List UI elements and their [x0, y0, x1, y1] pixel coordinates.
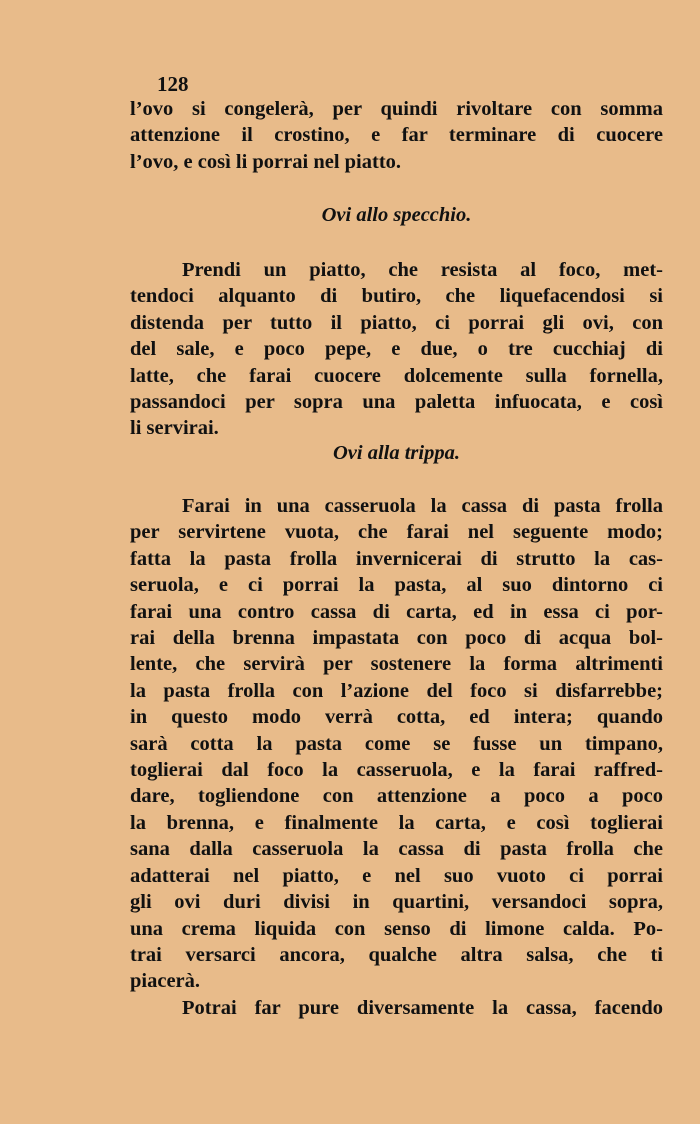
text-line: l’ovo, e così li porrai nel piatto. — [130, 150, 402, 173]
text-line: la pasta frolla con l’azione del foco si disfarrebbe; — [130, 679, 663, 702]
section-heading-ovi-allo-specchio — [130, 202, 663, 228]
text-line: li servirai. — [130, 417, 219, 440]
text-line: Potrai far pure diversamente la cassa, facendo — [182, 996, 663, 1019]
text-line: una crema liquida con senso di limone calda. Po- — [130, 917, 663, 940]
text-line: latte, che farai cuocere dolcemente sulla fornella, — [130, 364, 663, 387]
page-number: 128 — [157, 72, 189, 96]
text-line: lente, che servirà per sostenere la forma altrimenti — [130, 653, 663, 676]
text-line: l’ovo si congelerà, per quindi rivoltare con somma — [130, 98, 663, 120]
text-line: Prendi un piatto, che resista al foco, met- — [182, 259, 663, 281]
text-line: farai una contro cassa di carta, ed in essa ci por- — [130, 600, 663, 623]
text-line: distenda per tutto il piatto, ci porrai gli ovi, con — [130, 311, 663, 334]
text-line: gli ovi duri divisi in quartini, versandoci sopra, — [130, 891, 663, 914]
text-line: del sale, e poco pepe, e due, o tre cucchiaj di — [130, 338, 663, 361]
text-line: seruola, e ci porrai la pasta, al suo dintorno ci — [130, 574, 663, 597]
text-line: trai versarci ancora, qualche altra salsa, che ti — [130, 943, 663, 966]
text-line: in questo modo verrà cotta, ed intera; quando — [130, 706, 663, 729]
text-line: la brenna, e finalmente la carta, e così toglierai — [130, 811, 663, 834]
text-line: attenzione il crostino, e far terminare di cuocere — [130, 124, 663, 147]
text-line: piacerà. — [130, 970, 201, 993]
text-line: passandoci per sopra una paletta infuocata, e così — [130, 391, 663, 414]
text-line: toglierai dal foco la casseruola, e la farai raffred- — [130, 759, 663, 782]
text-line: rai della brenna impastata con poco di acqua bol- — [130, 627, 663, 650]
text-line: fatta la pasta frolla invernicerai di strutto la cas- — [130, 547, 663, 570]
text-line: sarà cotta la pasta come se fusse un timpano, — [130, 732, 663, 755]
text-line: dare, togliendone con attenzione a poco a poco — [130, 785, 663, 808]
section-title: Ovi alla trippa. — [333, 442, 460, 464]
section-heading-ovi-alla-trippa — [130, 440, 663, 466]
paragraph-ovi-alla-trippa — [130, 493, 663, 1021]
intro-paragraph — [130, 96, 663, 175]
text-line: per servirtene vuota, che farai nel seguente modo; — [130, 521, 663, 544]
section-title: Ovi allo specchio. — [321, 204, 472, 226]
text-line: Farai in una casseruola la cassa di pasta frolla — [182, 495, 663, 517]
text-line: tendoci alquanto di butiro, che liquefacendosi si — [130, 285, 663, 308]
text-line: sana dalla casseruola la cassa di pasta frolla che — [130, 838, 663, 861]
text-line: adatterai nel piatto, e nel suo vuoto ci porrai — [130, 864, 663, 887]
paragraph-ovi-allo-specchio — [130, 257, 663, 442]
